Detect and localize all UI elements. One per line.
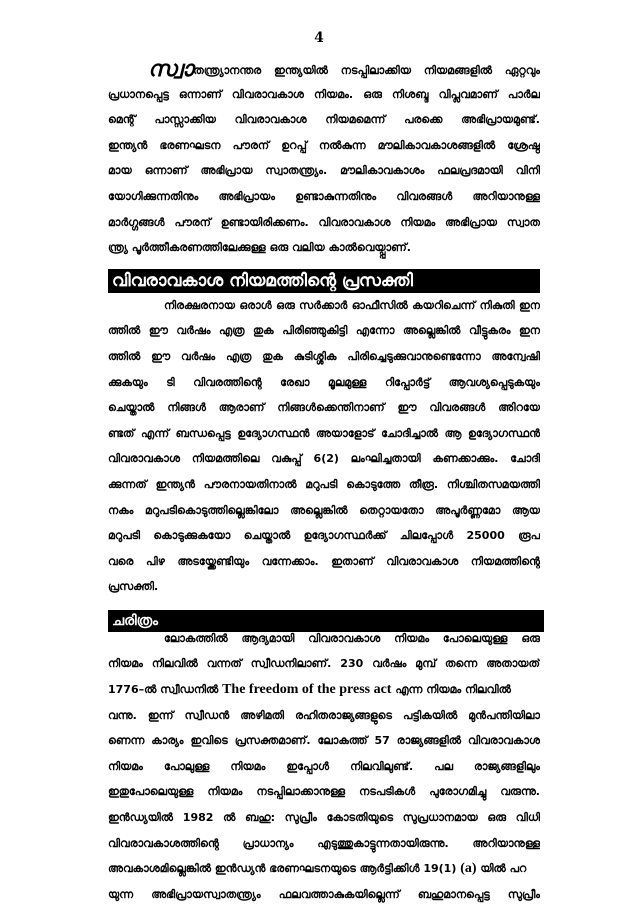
- paragraph-3-text: എന്ന നിയമം നിലവിൽ: [391, 683, 511, 697]
- paragraph-1-line: യോഗിക്കുന്നതിനും അഭിപ്രായം ഉണ്ടാകുന്നതിനും വിവരങ്ങൾ അറിയാനുള്ള: [108, 189, 540, 203]
- page-number: 4: [314, 30, 324, 46]
- paragraph-2-line: പ്രസക്തി.: [108, 580, 159, 594]
- section-heading-relevance: വിവരാവകാശ നിയമത്തിന്റെ പ്രസക്തി: [108, 269, 540, 293]
- paragraph-3-line: [108, 862, 540, 888]
- paragraph-2-line: ക്കുന്നത് ഇന്ത്യൻ പൗരനായതിനാൽ മറുപടി കൊടുത്തേ തീരൂ. നിശ്ചിതസമയത്തി: [108, 477, 540, 491]
- paragraph-3-line: യുന്ന അഭിപ്രായസ്വാതന്ത്ര്യം ഫലവത്താകുകയില്ലെന്ന് ബഹുമാനപ്പെട്ട സുപ്രീം: [108, 887, 540, 901]
- paragraph-1-line: മെന്റ് പാസ്സാക്കിയ വിവരാവകാശ നിയമമെന്ന് പരക്കെ അഭിപ്രായമുണ്ട്.: [108, 113, 540, 127]
- paragraph-1-line: പ്രധാനപ്പെട്ട ഒന്നാണ് വിവരാവകാശ നിയമം. ഒരു നിശബ്ദ വിപ്ലവമാണ് പാർല: [108, 87, 540, 101]
- paragraph-2-line: ത്തിൽ ഈ വർഷം എത്ര തുക കുടിശ്ശിക പിരിച്ചെടുക്കുവാനുണ്ടെന്നോ അന്വേഷി: [108, 349, 540, 363]
- paragraph-2-line: വിവരാവകാശ നിയമത്തിലെ വകുപ്പ് 6(2) ലംഘിച്ചതായി കണക്കാക്കും. ചോദി: [108, 452, 540, 466]
- paragraph-3-line: ണെന്ന കാര്യം ഇവിടെ പ്രസക്തമാണ്. ലോകത്ത് 57 രാജ്യങ്ങളിൽ വിവരാവകാശ: [108, 734, 540, 748]
- paragraph-3-text: അവകാശമില്ലെങ്കിൽ ഇൻഡ്യൻ ഭരണഘടനയുടെ ആർട്ടിക്കിൾ 19(1): [108, 862, 461, 876]
- paragraph-1-line: മാർഗ്ഗങ്ങൾ പൗരന് ഉണ്ടായിരിക്കണം. വിവരാവകാശ നിയമം അഭിപ്രായ സ്വാത: [108, 215, 540, 229]
- english-clause: (a): [460, 862, 477, 877]
- paragraph-3-line: വന്നു. ഇന്ന് സ്വീഡൻ അഴിമതി രഹിതരാജ്യങ്ങളുടെ പട്ടികയിൽ മുൻപന്തിയിലാ: [108, 708, 540, 722]
- paragraph-1-line: മായ ഒന്നാണ് അഭിപ്രായ സ്വാതന്ത്ര്യം. മൗലികാവകാശം ഫലപ്രദമായി വിനി: [108, 164, 540, 178]
- paragraph-3-line: ഇൻഡ്യയിൽ 1982 ൽ ബഹു: സുപ്രീം കോടതിയുടെ സുപ്രധാനമായ ഒരു വിധി: [108, 811, 540, 825]
- paragraph-1-line: [108, 62, 540, 88]
- paragraph-2-line: വരെ പിഴ അടയ്ക്കേണ്ടിയും വന്നേക്കാം. ഇതാണ് വിവരാവകാശ നിയമത്തിന്റെ: [108, 554, 540, 568]
- paragraph-3-line: ഇതുപോലെയുള്ള നിയമം നടപ്പിലാക്കാനുള്ള നടപടികൾ പുരോഗമിച്ചു വരുന്നു.: [108, 785, 540, 799]
- paragraph-2-line: നിരക്ഷരനായ ഒരാൾ ഒരു സർക്കാർ ഓഫീസിൽ കയറിചെന്ന് നികുതി ഇന: [164, 298, 540, 312]
- paragraph-2-line: ത്തിൽ ഈ വർഷം എത്ര തുക പിരിഞ്ഞുകിട്ടി എന്നോ അല്ലെങ്കിൽ വീട്ടുകരം ഇന: [108, 324, 540, 338]
- paragraph-2-line: മറുപടി കൊടുക്കുകയോ ചെയ്താൽ ഉദ്യോഗസ്ഥർക്ക് ചിലപ്പോൾ 25000 രൂപ: [108, 529, 540, 543]
- paragraph-3-line: നിയമം നിലവിൽ വന്നത് സ്വീഡനിലാണ്. 230 വർഷം മുമ്പ് തന്നെ അതായത്: [108, 657, 540, 671]
- dropcap: സ്വാ: [148, 62, 194, 82]
- paragraph-2-line: ക്കുകയും ടി വിവരത്തിന്റെ രേഖാ മൂലമുള്ള റിപ്പോർട്ട് ആവശ്യപ്പെടുകയും: [108, 375, 540, 389]
- paragraph-1-line: ന്ത്ര്യ പൂർത്തീകരണത്തിലേക്കുള്ള ഒരു വലിയ കാൽവെയ്പ്പാണ്.: [108, 241, 411, 255]
- paragraph-3-line: [108, 683, 540, 709]
- english-act-name: The freedom of the press act: [222, 683, 392, 698]
- paragraph-3-line: വിവരാവകാശത്തിന്റെ പ്രാധാന്യം എടുത്തുകാട്ടുന്നതായിരുന്നു. അറിയാനുള്ള: [108, 836, 540, 850]
- paragraph-3-text: 1776–ൽ സ്വീഡനിൽ: [108, 683, 223, 697]
- paragraph-3-text: യിൽ പറ: [476, 862, 527, 876]
- paragraph-2-line: ചെയ്താൽ നിങ്ങൾ ആരാണ് നിങ്ങൾക്കെന്തിനാണ് ഈ വിവരങ്ങൾ അിറയേ: [108, 401, 540, 415]
- paragraph-3-line: നിയമം പോലുള്ള നിയമം ഇപ്പോൾ നിലവിലുണ്ട്. പല രാജ്യങ്ങളിലും: [108, 759, 540, 773]
- section-heading-history: ചരിത്രം: [108, 610, 544, 632]
- paragraph-2-line: ണ്ടത് എന്ന് ബന്ധപ്പെട്ട ഉദ്യോഗസ്ഥൻ അയാളോട് ചോദിച്ചാൽ ആ ഉദ്യോഗസ്ഥൻ: [108, 426, 540, 440]
- paragraph-2-line: നകം മറുപടികൊടുത്തില്ലെങ്കിലോ അല്ലെങ്കിൽ തെറ്റായതോ അപൂർണ്ണമോ ആയ: [108, 503, 540, 517]
- page-content: [108, 62, 540, 913]
- paragraph-3-line: ലോകത്തിൽ ആദ്യമായി വിവരാവകാശ നിയമം പോലെയുള്ള ഒരു: [164, 631, 540, 645]
- paragraph-1-text: തന്ത്ര്യാനന്തര ഇന്ത്യയിൽ നടപ്പിലാക്കിയ നിയമങ്ങളിൽ ഏറ്റവും: [193, 64, 540, 77]
- paragraph-1-line: ഇന്ത്യൻ ഭരണഘടന പൗരന് ഉറപ്പ് നൽകുന്ന മൗലികാവകാശങ്ങളിൽ ശ്രേഷ്ഠ: [108, 138, 540, 152]
